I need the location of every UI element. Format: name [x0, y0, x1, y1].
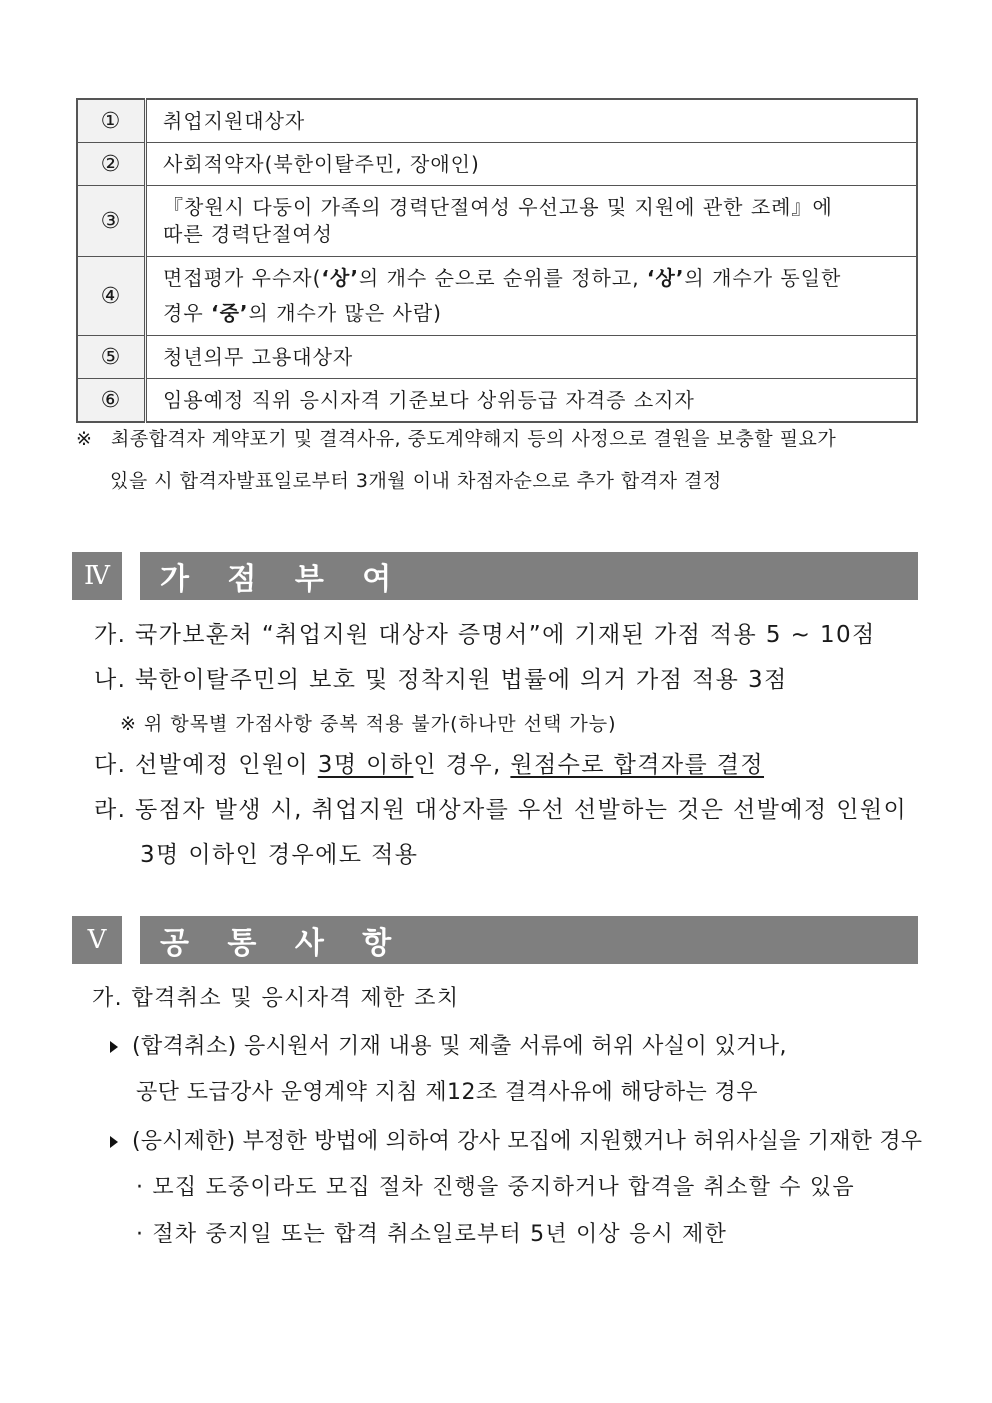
row-number: ⑤ — [77, 336, 146, 379]
table-row — [77, 257, 917, 336]
row-number: ④ — [77, 257, 146, 336]
row-number: ③ — [77, 186, 146, 257]
row-text-line: 『창원시 다둥이 가족의 경력단절여성 우선고용 및 지원에 관한 조례』에 — [163, 195, 833, 219]
item-na: 나. 북한이탈주민의 보호 및 정착지원 법률에 의거 가점 적용 3점 — [94, 667, 788, 693]
triangle-bullet-icon — [110, 1136, 118, 1148]
text-span: 면접평가 우수자( — [163, 266, 322, 290]
item-ga-5: 가. 합격취소 및 응시자격 제한 조치 — [92, 986, 460, 1011]
sub-item-2: · 절차 중지일 또는 합격 취소일로부터 5년 이상 응시 제한 — [136, 1222, 728, 1247]
row-text-line — [163, 261, 900, 296]
emphasis: ‘상’ — [646, 266, 685, 290]
table-row — [77, 336, 917, 379]
row-text — [146, 186, 918, 257]
section-5-title: 공 통 사 항 — [140, 916, 918, 964]
item-ra-line-1: 라. 동점자 발생 시, 취업지원 대상자를 우선 선발하는 것은 선발예정 인원이 — [94, 797, 908, 823]
text-span: 인 경우, — [413, 752, 511, 778]
bullet-restrict — [110, 1124, 922, 1155]
bullet-cancel-cont: 공단 도급강사 운영계약 지침 제12조 결격사유에 해당하는 경우 — [136, 1080, 758, 1105]
reference-mark: ※ — [76, 428, 93, 450]
text-span: 경우 — [163, 301, 211, 325]
underlined-text: 3명 이하 — [317, 752, 414, 778]
item-ra-line-2: 3명 이하인 경우에도 적용 — [140, 842, 419, 868]
duplicate-note: ※ 위 항목별 가점사항 중복 적용 불가(하나만 선택 가능) — [120, 713, 617, 735]
sub-item-1: · 모집 도중이라도 모집 절차 진행을 중지하거나 합격을 취소할 수 있음 — [136, 1175, 855, 1200]
text-span: 의 개수 순으로 순위를 정하고, — [358, 266, 647, 290]
underlined-text: 원점수로 합격자를 결정 — [510, 752, 765, 778]
row-text — [146, 257, 918, 336]
text-span: 의 개수가 많은 사람) — [248, 301, 442, 325]
row-text: 사회적약자(북한이탈주민, 장애인) — [146, 143, 918, 186]
section-5-number: Ⅴ — [72, 916, 122, 964]
emphasis: ‘중’ — [211, 301, 249, 325]
table-row — [77, 99, 917, 143]
note-line-2: 있을 시 합격자발표일로부터 3개월 이내 차점자순으로 추가 합격자 결정 — [110, 470, 722, 492]
row-text: 취업지원대상자 — [146, 99, 918, 143]
bullet-cancel — [110, 1029, 787, 1060]
row-text: 임용예정 직위 응시자격 기준보다 상위등급 자격증 소지자 — [146, 379, 918, 423]
row-number: ⑥ — [77, 379, 146, 423]
emphasis: ‘상’ — [321, 266, 359, 290]
section-4-title: 가 점 부 여 — [140, 552, 918, 600]
table-row — [77, 143, 917, 186]
bullet-text: (합격취소) 응시원서 기재 내용 및 제출 서류에 허위 사실이 있거나, — [132, 1034, 787, 1059]
note-line-1: 최종합격자 계약포기 및 결격사유, 중도계약해지 등의 사정으로 결원을 보충할 필요가 — [110, 428, 837, 450]
text-span: 다. 선발예정 인원이 — [94, 752, 318, 778]
row-number: ② — [77, 143, 146, 186]
priority-table — [76, 98, 918, 423]
row-text: 청년의무 고용대상자 — [146, 336, 918, 379]
bullet-text: (응시제한) 부정한 방법에 의하여 강사 모집에 지원했거나 허위사실을 기재한 경우 — [132, 1129, 923, 1154]
table-row — [77, 186, 917, 257]
row-number: ① — [77, 99, 146, 143]
item-ga: 가. 국가보훈처 “취업지원 대상자 증명서”에 기재된 가점 적용 5 ~ 10점 — [94, 622, 876, 648]
row-text-line — [163, 296, 900, 331]
triangle-bullet-icon — [110, 1041, 118, 1053]
row-text-line: 따른 경력단절여성 — [163, 222, 333, 246]
supplement-note — [76, 424, 836, 451]
table-row — [77, 379, 917, 423]
item-da — [94, 746, 764, 779]
section-4-number: Ⅳ — [72, 552, 122, 600]
text-span: 의 개수가 동일한 — [684, 266, 842, 290]
